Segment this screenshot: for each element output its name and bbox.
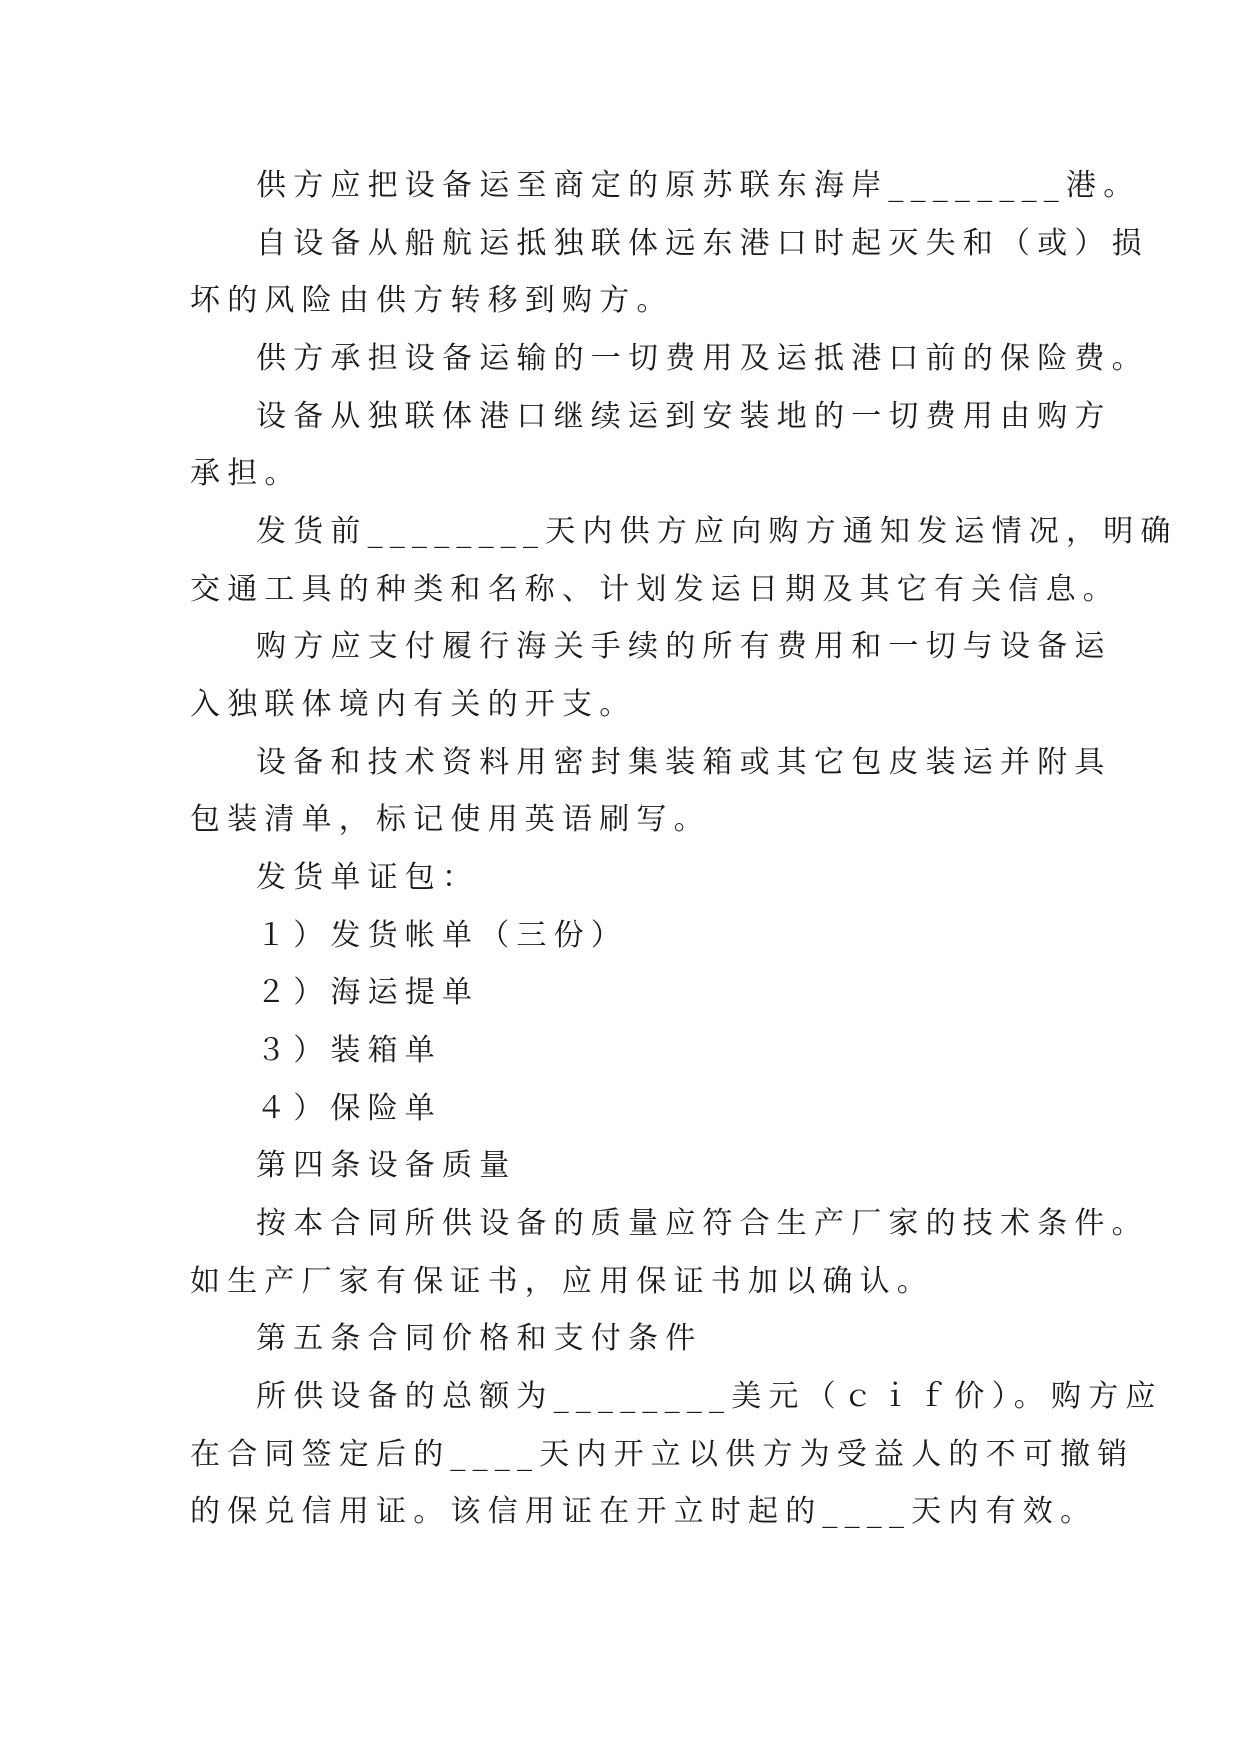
text-line: 发货前________天内供方应向购方通知发运情况，明确 [256, 514, 1178, 549]
text-line: 供方承担设备运输的一切费用及运抵港口前的保险费。 [256, 341, 1149, 376]
list-item: ４）保险单 [256, 1091, 442, 1126]
list-item: ２）海运提单 [256, 975, 480, 1010]
text-line: 包装清单，标记使用英语刷写。 [190, 802, 711, 837]
section-heading: 第五条合同价格和支付条件 [256, 1321, 703, 1356]
text-line: 供方应把设备运至商定的原苏联东海岸________港。 [256, 168, 1141, 203]
text-line: 发货单证包： [256, 860, 480, 895]
section-heading: 第四条设备质量 [256, 1148, 517, 1183]
text-line: 所供设备的总额为________美元（ｃｉｆ价）。购方应 [256, 1379, 1163, 1414]
text-line: 按本合同所供设备的质量应符合生产厂家的技术条件。 [256, 1206, 1149, 1241]
text-line: 设备从独联体港口继续运到安装地的一切费用由购方 [256, 399, 1112, 434]
text-line: 入独联体境内有关的开支。 [190, 687, 637, 722]
text-line: 在合同签定后的____天内开立以供方为受益人的不可撤销 [190, 1437, 1135, 1472]
text-line: 坏的风险由供方转移到购方。 [190, 283, 674, 318]
text-line: 自设备从船航运抵独联体远东港口时起灭失和（或）损 [256, 226, 1149, 261]
text-line: 的保兑信用证。该信用证在开立时起的____天内有效。 [190, 1494, 1098, 1529]
text-line: 如生产厂家有保证书，应用保证书加以确认。 [190, 1264, 934, 1299]
text-line: 交通工具的种类和名称、计划发运日期及其它有关信息。 [190, 572, 1120, 607]
text-line: 购方应支付履行海关手续的所有费用和一切与设备运 [256, 629, 1112, 664]
list-item: １）发货帐单（三份） [256, 918, 628, 953]
text-line: 承担。 [190, 456, 302, 491]
text-line: 设备和技术资料用密封集装箱或其它包皮装运并附具 [256, 745, 1112, 780]
list-item: ３）装箱单 [256, 1033, 442, 1068]
